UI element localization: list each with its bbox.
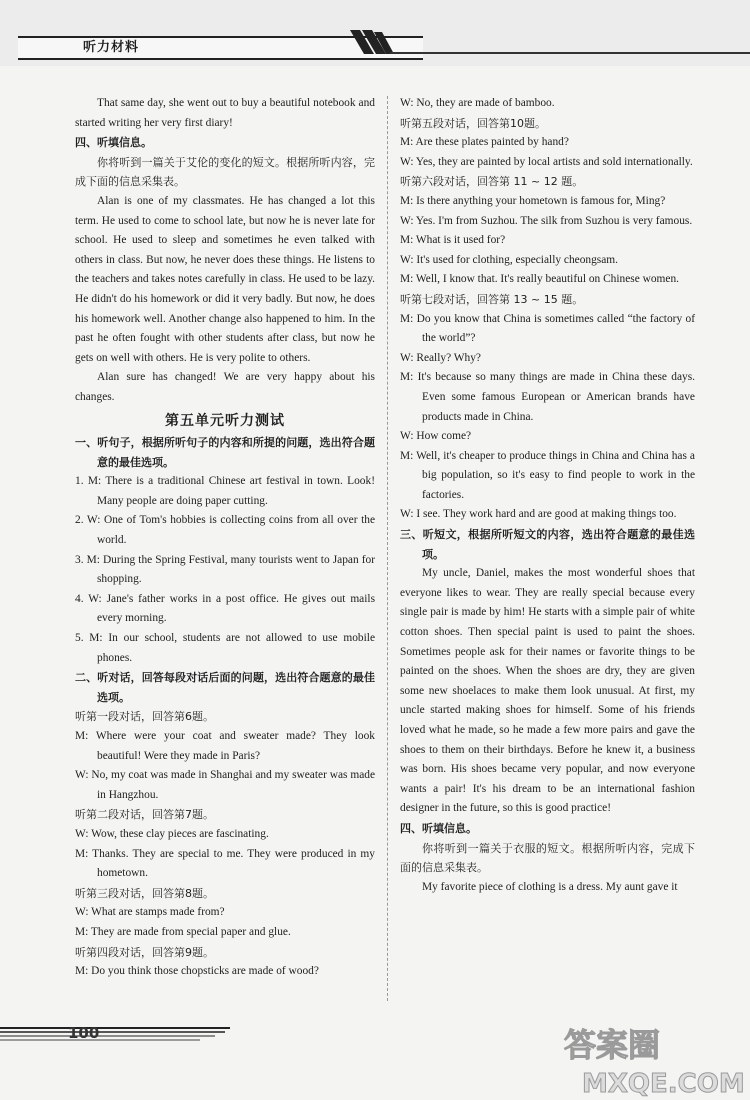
header-title: 听力材料: [83, 40, 140, 55]
dialogue-title: 听第五段对话，回答第10题。: [400, 116, 546, 130]
section-4-heading: 四、听填信息。: [400, 821, 477, 835]
list-item: 2. W: One of Tom's hobbies is collecting coins from all over the world.: [75, 514, 375, 547]
dialogue-line: W: Yes. I'm from Suzhou. The silk from Suzhou is very famous.: [400, 214, 693, 227]
dialogue-line: M: What is it used for?: [400, 234, 506, 247]
paragraph-alan-end: Alan sure has changed! We are very happy about his changes.: [75, 371, 375, 403]
right-column: [400, 94, 695, 897]
dialogue-line: W: Wow, these clay pieces are fascinating.: [75, 827, 269, 840]
dialogue-line: M: Thanks. They are special to me. They were produced in my hometown.: [75, 847, 375, 880]
dialogue-title: 听第三段对话，回答第8题。: [75, 886, 214, 900]
list-item: 5. M: In our school, students are not allowed to use mobile phones.: [75, 632, 376, 664]
dialogue-line: W: How come?: [400, 430, 472, 443]
paragraph-uncle: My uncle, Daniel, makes the most wonderful shoes that everyone likes to wear. They are really special because every single pair is made by him! He starts with a simple pair of white cotton shoes. Then special paint is used to paint the shoes. Sometimes people ask for their names or favorite things to be painted on the shoes. When the shoes are dry, they are given some new shoelaces to make them look unusual. At first, my uncle started making shoes for himself. Some of his friends loved what he made, so he made a few more pairs and gave the shoes to them on their birthdays. Before he knew it, a business was born. His shoes became very popular, and now everyone wants a pair! It's his dream to be an international fashion designer in the future, so this is good practice!: [400, 567, 695, 815]
page-footer: [0, 1010, 750, 1099]
dialogue-line: M: Is there anything your hometown is famous for, Ming?: [400, 194, 666, 207]
section-3-heading: 三、听短文，根据所听短文的内容，选出符合题意的最佳选项。: [400, 528, 695, 561]
dialogue-line: W: Really? Why?: [400, 351, 481, 364]
column-divider: [387, 96, 388, 1001]
dialogue-line: M: They are made from special paper and glue.: [75, 925, 291, 938]
page-header: [0, 0, 750, 66]
header-stripes-icon: [350, 30, 395, 56]
list-item: 4. W: Jane's father works in a post office. He gives out mails every morning.: [75, 592, 375, 625]
dialogue-title: 听第七段对话，回答第 13 ~ 15 题。: [400, 292, 584, 306]
footer-stripes-icon: [0, 1018, 260, 1058]
svg-text:答案圈: 答案圈: [564, 1026, 661, 1064]
dialogue-line: M: Are these plates painted by hand?: [400, 136, 569, 149]
watermark-logo: [560, 1022, 745, 1100]
dialogue-line: W: What are stamps made from?: [75, 906, 225, 919]
page-number: 100: [68, 1024, 100, 1042]
section-4-instruction: 你将听到一篇关于艾伦的变化的短文。根据所听内容，完成下面的信息采集表。: [75, 155, 375, 189]
dialogue-line: W: No, my coat was made in Shanghai and my sweater was made in Hangzhou.: [75, 769, 375, 801]
svg-text:MXQE.COM: MXQE.COM: [582, 1069, 745, 1099]
section-1-heading: 一、听句子，根据所听句子的内容和所提的问题，选出符合题意的最佳选项。: [75, 436, 375, 469]
list-item: 1. M: There is a traditional Chinese art festival in town. Look! Many people are doing paper cutting.: [75, 475, 375, 507]
section-2-heading: 二、听对话，回答每段对话后面的问题，选出符合题意的最佳选项。: [75, 671, 375, 704]
header-rule: [390, 52, 750, 54]
paragraph-dress: My favorite piece of clothing is a dress. My aunt gave it: [422, 880, 678, 893]
dialogue-line: W: Yes, they are painted by local artists and sold internationally.: [400, 155, 693, 168]
dialogue-line: M: Well, it's cheaper to produce things in China and China has a big population, so it's easy to find people to work in the factories.: [400, 449, 695, 501]
dialogue-line: M: Well, I know that. It's really beautiful on Chinese women.: [400, 273, 679, 286]
dialogue-line: W: I see. They work hard and are good at making things too.: [400, 508, 677, 521]
dialogue-title: 听第二段对话，回答第7题。: [75, 808, 214, 822]
dialogue-title: 听第六段对话，回答第 11 ~ 12 题。: [400, 175, 584, 189]
section-4-heading: 四、听填信息。: [75, 136, 152, 150]
paragraph-alan: Alan is one of my classmates. He has changed a lot this term. He used to come to school late, but now he is never late for school. He used to sleep and sometimes he even talked with others in class. But now, he never does these things. He listens to the teachers and takes notes carefully in class. He used to be lazy. He didn't do his homework or did it very badly. But now, he does his homework well. Another change also happened to him. In the past he often fought with other students after class, but now he gets on well with others. He is very polite to others.: [75, 194, 375, 364]
dialogue-line: M: Do you know that China is sometimes called “the factory of the world”?: [400, 312, 695, 345]
dialogue-line: W: It's used for clothing, especially cheongsam.: [400, 253, 618, 266]
dialogue-line: M: It's because so many things are made in China these days. Even some famous European or American brands have products made in China.: [400, 371, 695, 423]
dialogue-title: 听第一段对话，回答第6题。: [75, 710, 214, 724]
section-4-instruction: 你将听到一篇关于衣服的短文。根据所听内容，完成下面的信息采集表。: [400, 841, 695, 875]
dialogue-line: M: Where were your coat and sweater made? They look beautiful! Were they made in Paris?: [75, 730, 375, 762]
dialogue-line: W: No, they are made of bamboo.: [400, 97, 555, 109]
unit-title: 第五单元听力测试: [165, 412, 285, 429]
left-column: [75, 94, 375, 982]
list-item: 3. M: During the Spring Festival, many tourists went to Japan for shopping.: [75, 553, 375, 586]
dialogue-title: 听第四段对话，回答第9题。: [75, 945, 214, 959]
dialogue-line: M: Do you think those chopsticks are made of wood?: [75, 965, 319, 978]
paragraph-diary: That same day, she went out to buy a beautiful notebook and started writing her very first diary!: [75, 97, 375, 129]
